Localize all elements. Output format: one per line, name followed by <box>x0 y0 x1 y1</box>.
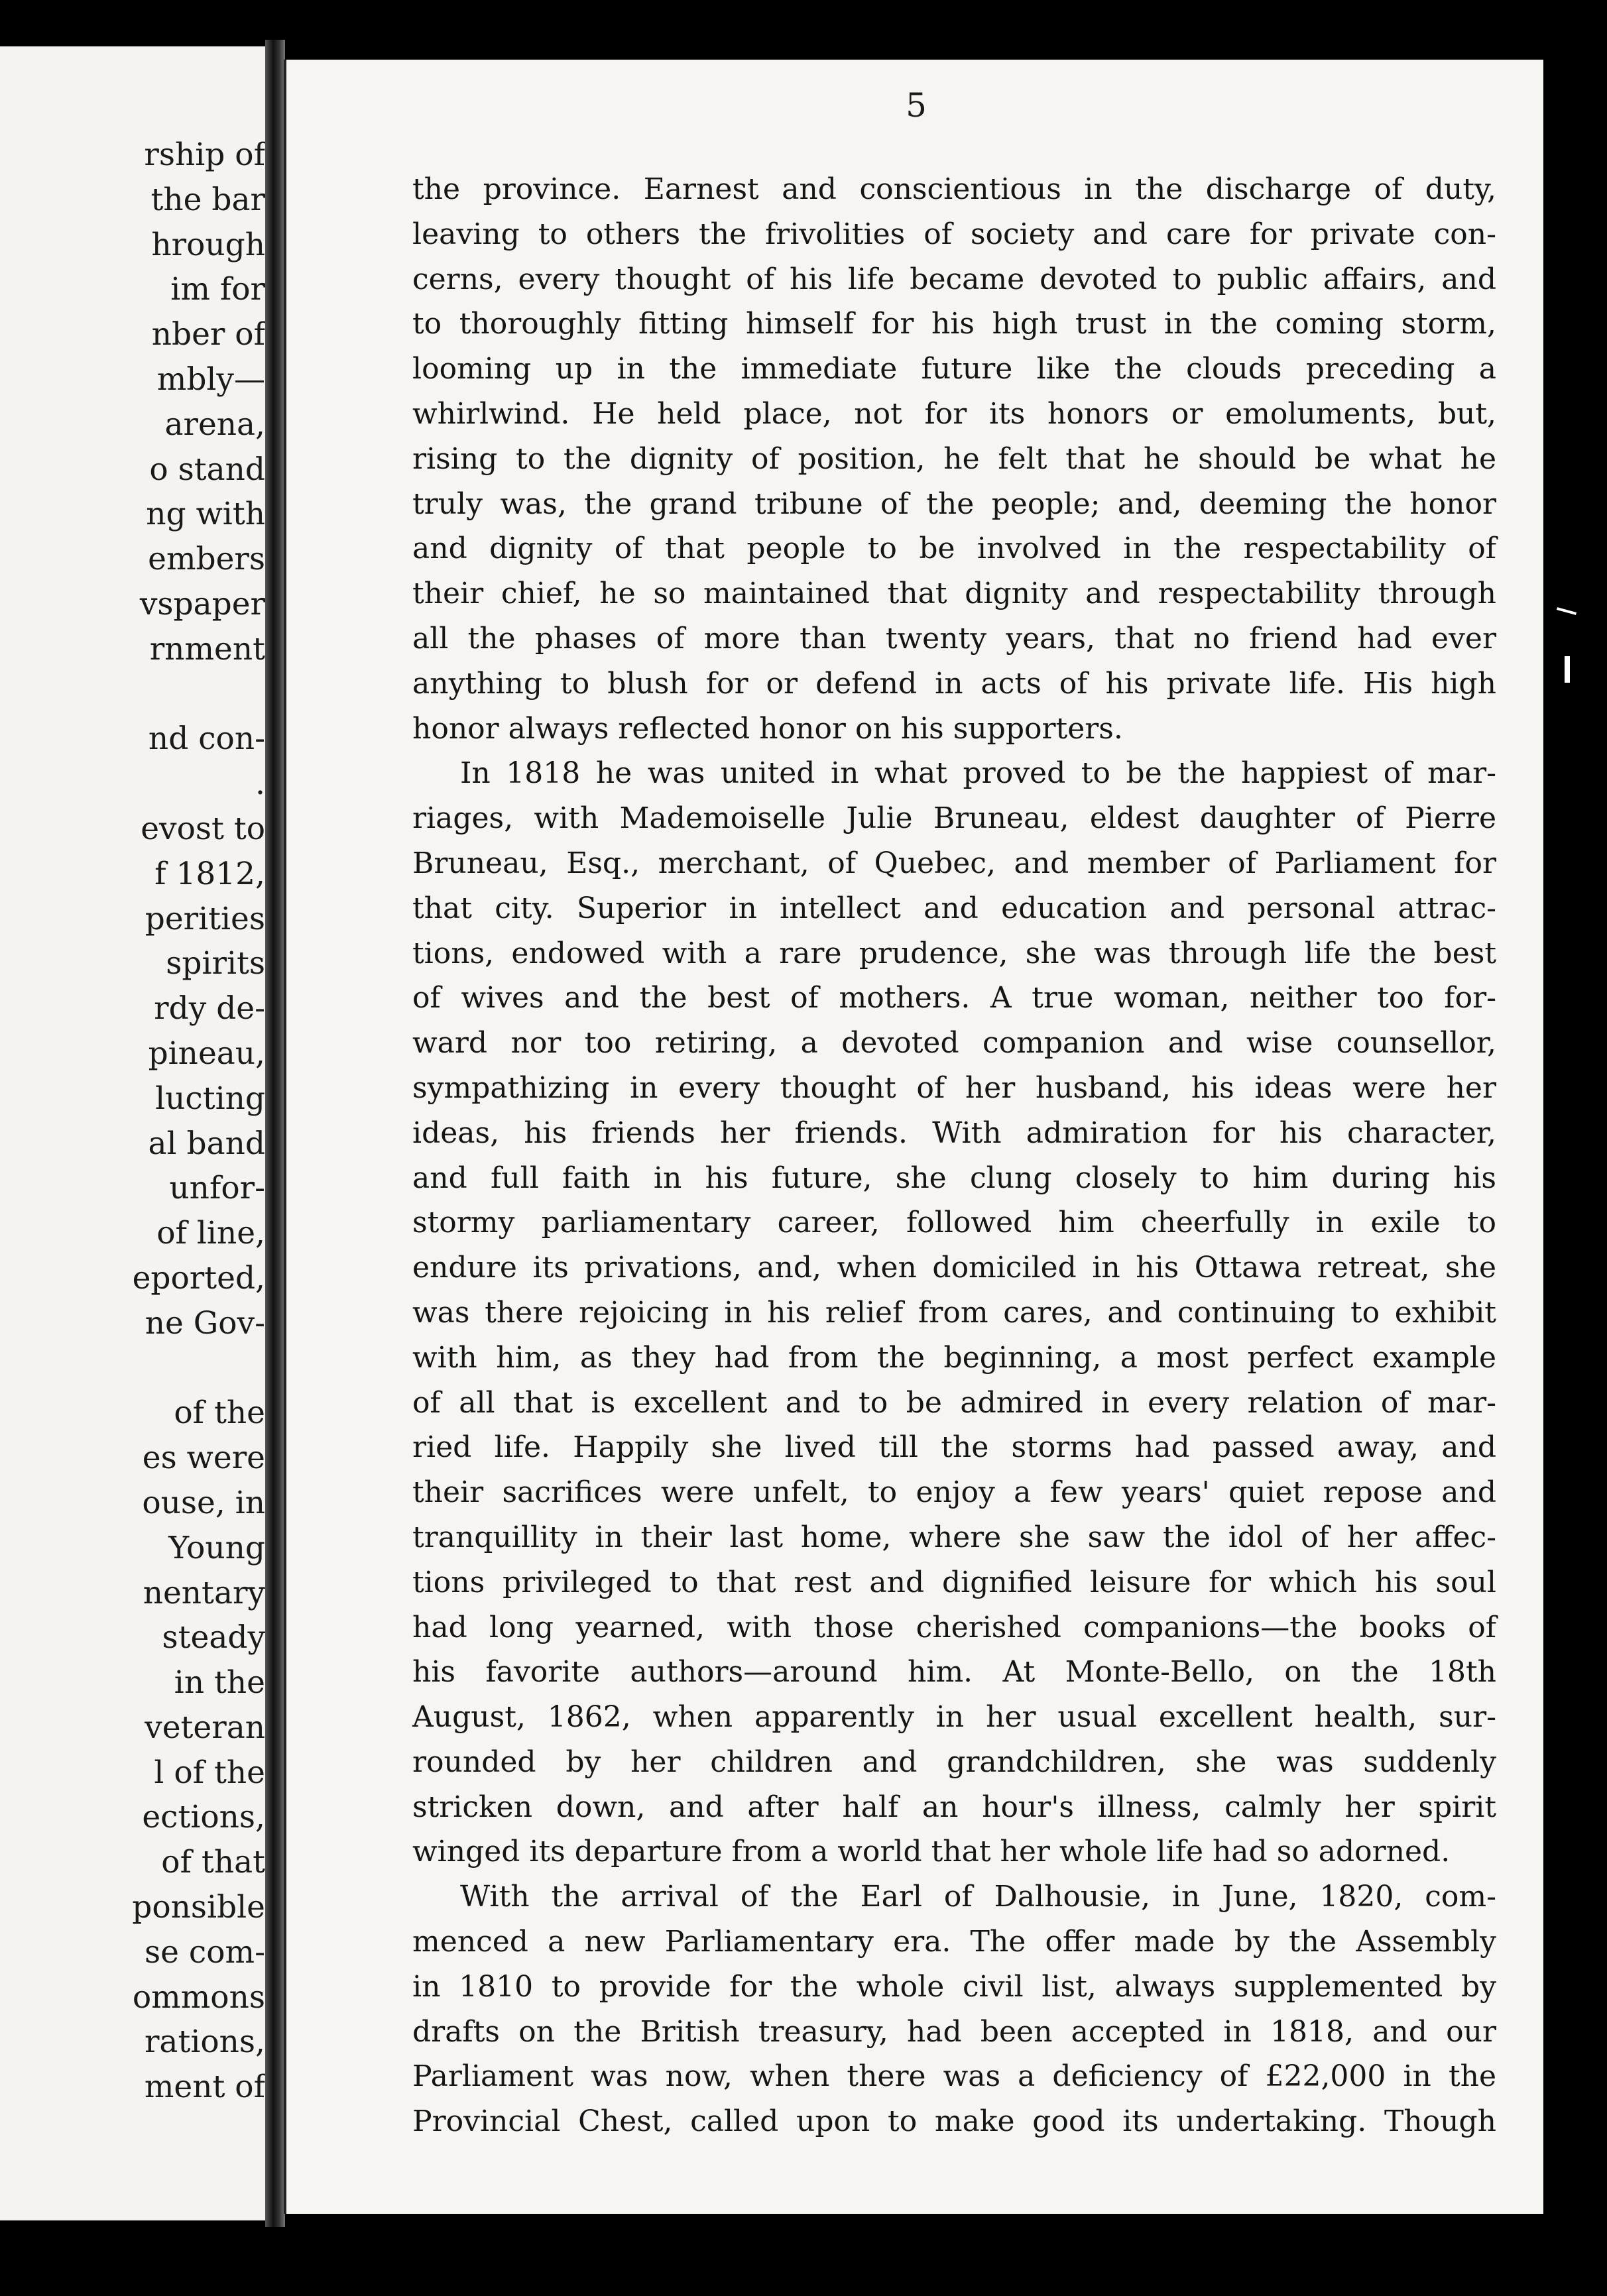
facing-page-line: veteran <box>145 1709 265 1746</box>
text-line: anything to blush for or defend in acts of his private life. His high <box>412 666 1496 701</box>
text-line: with him, as they had from the beginning, a most perfect example <box>412 1340 1496 1375</box>
text-line: riages, with Mademoiselle Julie Bruneau, eldest daughter of Pierre <box>412 801 1496 836</box>
facing-page-line: nber of <box>151 316 265 353</box>
facing-page-line: vspaper <box>139 585 265 622</box>
text-line: that city. Superior in intellect and education and personal attrac- <box>412 891 1496 925</box>
text-line: winged its departure from a world that her whole life had so adorned. <box>412 1835 1451 1869</box>
text-line: all the phases of more than twenty years, that no friend had ever <box>412 621 1496 656</box>
facing-page-line: eported, <box>132 1259 265 1296</box>
page-body-text <box>412 167 1496 2144</box>
text-line: Provincial Chest, called upon to make good its undertaking. Though <box>412 2104 1496 2139</box>
text-line: ried life. Happily she lived till the storms had passed away, and <box>412 1430 1496 1465</box>
paragraph <box>412 167 1496 751</box>
page-number: 5 <box>906 86 927 125</box>
paragraph <box>412 1874 1496 2144</box>
text-line: ideas, his friends her friends. With admiration for his character, <box>412 1116 1496 1150</box>
text-line: rising to the dignity of position, he felt that he should be what he <box>412 441 1496 476</box>
text-line: looming up in the immediate future like the clouds preceding a <box>412 352 1496 386</box>
facing-page-line: im for <box>170 271 265 308</box>
facing-page-line: es were <box>142 1440 265 1477</box>
facing-page-line: lucting <box>155 1080 265 1117</box>
text-line: Parliament was now, when there was a deficiency of £22,000 in the <box>412 2059 1496 2094</box>
text-line: of all that is excellent and to be admired in every relation of mar- <box>412 1385 1496 1420</box>
text-line: had long yearned, with those cherished companions—the books of <box>412 1610 1496 1644</box>
book-gutter <box>265 40 285 2227</box>
text-line: stormy parliamentary career, followed him cheerfully in exile to <box>412 1206 1496 1240</box>
facing-page-line: evost to <box>141 810 265 847</box>
facing-page-line: nentary <box>143 1574 265 1611</box>
facing-page-line: mbly— <box>156 361 265 398</box>
facing-page-line: of that <box>161 1844 265 1881</box>
facing-page-line: nd con- <box>148 720 265 758</box>
facing-page-line: rdy de- <box>154 990 265 1027</box>
facing-page-line: Young <box>168 1529 265 1566</box>
scan-speck <box>1557 607 1577 615</box>
text-line: In 1818 he was united in what proved to be the happiest of mar- <box>460 756 1496 791</box>
facing-page-line: ng with <box>146 496 265 533</box>
text-line: and dignity of that people to be involved in the respectability of <box>412 532 1496 566</box>
facing-page-line: ment of <box>144 2069 265 2106</box>
scan-margin-shadow <box>1543 60 1607 2214</box>
paragraph <box>412 751 1496 1874</box>
facing-page-line: unfor- <box>169 1170 265 1207</box>
facing-page-line: o stand <box>149 451 265 488</box>
text-line: in 1810 to provide for the whole civil list, always supplemented by <box>412 1969 1496 2004</box>
facing-page-line: rship of <box>144 137 265 173</box>
text-line: tranquillity in their last home, where she saw the idol of her affec- <box>412 1520 1496 1554</box>
facing-page-line: of line, <box>156 1215 265 1252</box>
text-line: endure its privations, and, when domiciled in his Ottawa retreat, she <box>412 1251 1496 1285</box>
text-line: tions privileged to that rest and dignified leisure for which his soul <box>412 1565 1496 1599</box>
facing-page-line: rnment <box>149 630 265 667</box>
facing-page-text-fragments <box>0 133 265 2110</box>
facing-page-line: ommons <box>132 1979 265 2016</box>
text-line: to thoroughly fitting himself for his high trust in the coming storm, <box>412 307 1496 341</box>
text-line: whirlwind. He held place, not for its honors or emoluments, but, <box>412 396 1496 431</box>
text-line: leaving to others the frivolities of society and care for private con- <box>412 217 1496 251</box>
text-line: sympathizing in every thought of her husband, his ideas were her <box>412 1070 1496 1105</box>
facing-page-line: ponsible <box>132 1889 265 1926</box>
text-line: Bruneau, Esq., merchant, of Quebec, and member of Parliament for <box>412 846 1496 880</box>
text-line: August, 1862, when apparently in her usual excellent health, sur- <box>412 1700 1496 1735</box>
facing-page-line <box>0 672 265 717</box>
text-line: menced a new Parliamentary era. The offer made by the Assembly <box>412 1925 1496 1959</box>
scan-speck <box>1565 656 1570 683</box>
facing-page-line: steady <box>162 1619 265 1656</box>
text-line: With the arrival of the Earl of Dalhousie, in June, 1820, com- <box>460 1880 1496 1914</box>
facing-page-line: in the <box>174 1664 265 1701</box>
facing-page-line: pineau, <box>148 1035 265 1072</box>
text-line: drafts on the British treasury, had been accepted in 1818, and our <box>412 2014 1496 2049</box>
facing-page-line: of the <box>174 1395 265 1432</box>
facing-page-line: . <box>255 766 265 803</box>
facing-page-line: hrough <box>151 226 265 263</box>
text-line: rounded by her children and grandchildren, she was suddenly <box>412 1745 1496 1779</box>
page-5 <box>284 60 1546 2214</box>
text-line: his favorite authors—around him. At Monte-Bello, on the 18th <box>412 1655 1496 1690</box>
text-line: tions, endowed with a rare prudence, she was through life the best <box>412 936 1496 970</box>
text-line: and full faith in his future, she clung closely to him during his <box>412 1161 1496 1195</box>
facing-page-line: f 1812, <box>154 855 265 892</box>
text-line: cerns, every thought of his life became devoted to public affairs, and <box>412 262 1496 296</box>
text-line: ward nor too retiring, a devoted companion and wise counsellor, <box>412 1026 1496 1061</box>
text-line: the province. Earnest and conscientious in the discharge of duty, <box>412 172 1496 206</box>
text-line: truly was, the grand tribune of the people; and, deeming the honor <box>412 487 1496 521</box>
facing-page-line: ouse, in <box>142 1484 265 1521</box>
text-line: of wives and the best of mothers. A true woman, neither too for- <box>412 981 1496 1015</box>
facing-page-line: ections, <box>142 1799 265 1836</box>
facing-page-line: the bar <box>150 181 265 218</box>
facing-page-line: se com- <box>145 1933 265 1971</box>
text-line: their chief, he so maintained that dignity and respectability through <box>412 577 1496 611</box>
text-line: was there rejoicing in his relief from cares, and continuing to exhibit <box>412 1295 1496 1330</box>
facing-page-left <box>0 46 265 2220</box>
facing-page-line: embers <box>148 541 265 578</box>
facing-page-line: rations, <box>144 2024 265 2061</box>
facing-page-line: al band <box>148 1125 265 1162</box>
text-line: stricken down, and after half an hour's illness, calmly her spirit <box>412 1790 1496 1824</box>
facing-page-line: l of the <box>154 1754 265 1791</box>
facing-page-line <box>0 1346 265 1391</box>
facing-page-line: spirits <box>166 945 265 982</box>
facing-page-line: perities <box>145 900 265 937</box>
text-line: honor always reflected honor on his supporters. <box>412 711 1123 746</box>
facing-page-line: ne Gov- <box>145 1304 265 1342</box>
facing-page-line: arena, <box>164 406 265 443</box>
text-line: their sacrifices were unfelt, to enjoy a few years' quiet repose and <box>412 1475 1496 1510</box>
